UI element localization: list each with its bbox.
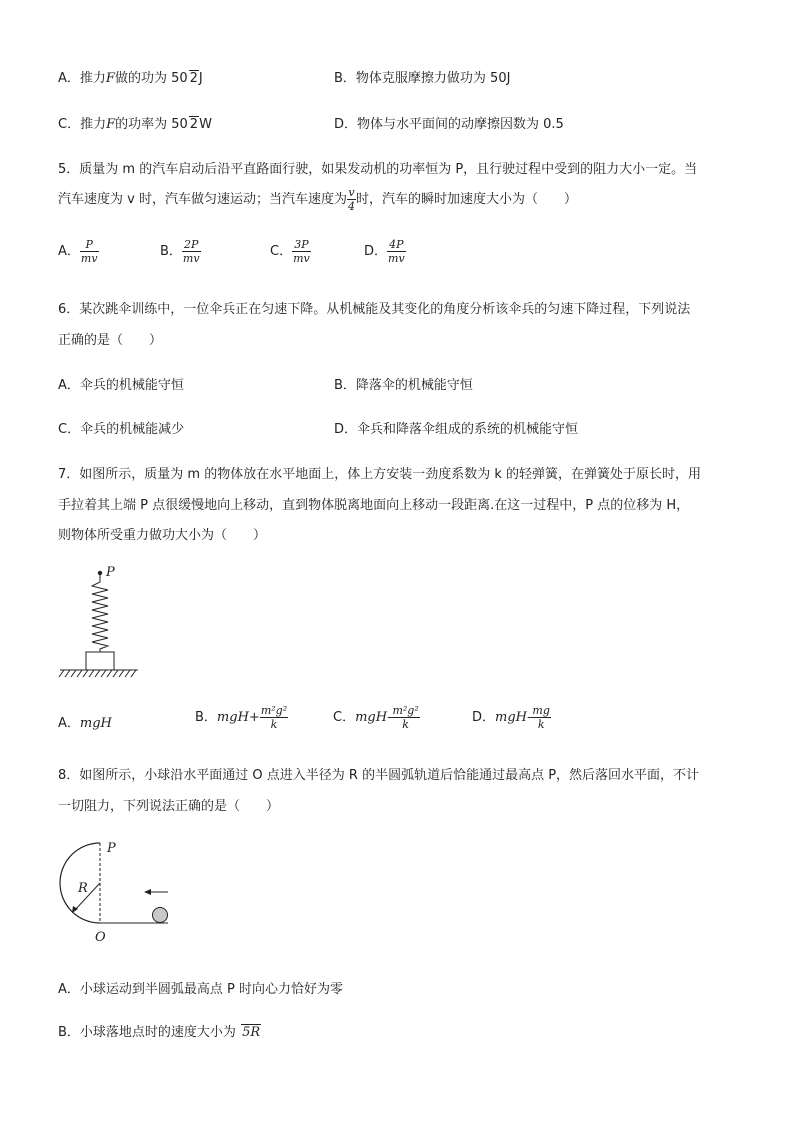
q7-option-c: [333, 704, 420, 731]
q7-c-frac: [391, 704, 419, 731]
q4-a-prefix: A．推力: [58, 71, 106, 86]
q4-a-text: 做的功为 50: [114, 71, 188, 86]
q4-a-root: 2: [189, 71, 198, 86]
q8-option-b: [58, 1021, 261, 1040]
q4-a-var: F: [105, 71, 115, 86]
q8-stem-line1: 8．如图所示，小球沿水平面通过 O 点进入半径为 R 的半圆弧轨道后恰能通过最高点 P，然后落回水平面，不计: [58, 768, 700, 783]
q8-b-root: 5R: [242, 1025, 261, 1040]
q6-option-a: A．伞兵的机械能守恒: [58, 378, 184, 393]
q7-c-den: k: [402, 718, 409, 731]
q5-option-a: [58, 238, 99, 265]
q7-c-num: m²g²: [392, 704, 419, 717]
q4-option-a: [58, 67, 203, 86]
q7-b-expr: mgH+: [216, 710, 260, 725]
q6-stem-line1: 6．某次跳伞训练中，一位伞兵正在匀速下降。从机械能及其变化的角度分析该伞兵的匀速下降过程，下列说法: [58, 302, 691, 317]
q5-b-frac: [182, 238, 201, 265]
q7-option-b: [195, 704, 288, 731]
q4-c-root: 2: [189, 117, 199, 132]
q5-b-label: B．: [160, 244, 182, 259]
q7-stem-line1: 7．如图所示，质量为 m 的物体放在水平地面上，体上方安装一劲度系数为 k 的轻弹簧，在弹簧处于原长时，用: [58, 467, 701, 482]
q6-option-b: B．降落伞的机械能守恒: [334, 378, 473, 393]
q6-option-d: D．伞兵和降落伞组成的系统的机械能守恒: [334, 422, 579, 437]
q8-stem-line2: 一切阻力，下列说法正确的是（ ）: [58, 799, 280, 814]
q7-stem-line2: 手拉着其上端 P 点很缓慢地向上移动，直到物体脱离地面向上移动一段距离.在这一过程中，P 点的位移为 H，: [58, 498, 690, 513]
q6-stem-line2: 正确的是（ ）: [58, 333, 163, 348]
q7-d-den: k: [537, 718, 545, 731]
q7-fig-label-p: P: [106, 565, 115, 580]
q5-stem-line2: [58, 186, 577, 213]
q7-d-expr: mgH-: [495, 710, 532, 725]
q5-option-c: [270, 238, 311, 265]
q4-c-text: 的功率为 50: [115, 117, 188, 132]
q7-stem-line3: 则物体所受重力做功大小为（ ）: [58, 528, 267, 543]
q8-semicircle-figure: [50, 835, 185, 945]
q7-a-label: A．: [58, 716, 80, 731]
q5-line2-b: 时，汽车的瞬时加速度大小为（ ）: [355, 192, 577, 207]
q5-frac-den: 4: [347, 200, 355, 213]
q5-a-den: mv: [80, 252, 98, 265]
q4-a-unit: J: [198, 71, 203, 86]
q5-option-b: [160, 238, 201, 265]
q4-c-unit: W: [199, 117, 212, 132]
q7-b-den: k: [270, 718, 278, 731]
q6-option-c: C．伞兵的机械能减少: [58, 422, 185, 437]
q4-option-c: [58, 113, 212, 132]
q7-b-label: B．: [195, 710, 217, 725]
q8-fig-label-o: O: [95, 930, 106, 945]
q4-option-d: D．物体与水平面间的动摩擦因数为 0.5: [334, 117, 564, 132]
q5-c-num: 3P: [292, 238, 311, 252]
q5-frac-num: v: [348, 186, 355, 199]
q8-fig-label-r: R: [78, 881, 88, 896]
q5-fraction: [347, 186, 356, 213]
q5-c-den: mv: [293, 252, 310, 265]
q8-option-a: A．小球运动到半圆弧最高点 P 时向心力恰好为零: [58, 982, 343, 997]
q5-a-label: A．: [58, 244, 80, 259]
q8-fig-label-p: P: [107, 841, 116, 856]
q5-a-num: P: [80, 238, 99, 252]
q8-b-text: B．小球落地点时的速度大小为: [58, 1025, 241, 1040]
q5-c-label: C．: [270, 244, 293, 259]
q7-c-expr: mgH-: [355, 710, 392, 725]
q7-d-frac: [531, 704, 550, 731]
q5-d-den: mv: [388, 252, 405, 265]
q7-option-d: [472, 704, 551, 731]
q5-d-label: D．: [364, 244, 388, 259]
q5-d-num: 4P: [387, 238, 406, 252]
q5-stem-line1: 5．质量为 m 的汽车启动后沿平直路面行驶，如果发动机的功率恒为 P，且行驶过程中受到的阻力大小一定。当: [58, 162, 698, 177]
q5-d-frac: [387, 238, 406, 265]
q5-c-frac: [292, 238, 311, 265]
q7-c-label: C．: [333, 710, 356, 725]
q5-line2-a: 汽车速度为 v 时，汽车做匀速运动；当汽车速度为: [58, 192, 347, 207]
q4-c-prefix: C．推力: [58, 117, 107, 132]
q5-option-d: [364, 238, 406, 265]
q5-b-den: mv: [182, 252, 200, 265]
q7-b-num: m²g²: [260, 704, 288, 717]
q4-option-b: B．物体克服摩擦力做功为 50J: [334, 71, 511, 86]
q7-d-label: D．: [472, 710, 496, 725]
q7-option-a: [58, 712, 112, 731]
q5-b-num: 2P: [182, 238, 201, 252]
q7-spring-figure: [55, 560, 145, 685]
q7-d-num: mg: [532, 704, 550, 717]
q7-a-expr: mgH: [79, 716, 112, 731]
q4-c-var: F: [106, 117, 116, 132]
q7-b-frac: [260, 704, 288, 731]
q5-a-frac: [80, 238, 99, 265]
